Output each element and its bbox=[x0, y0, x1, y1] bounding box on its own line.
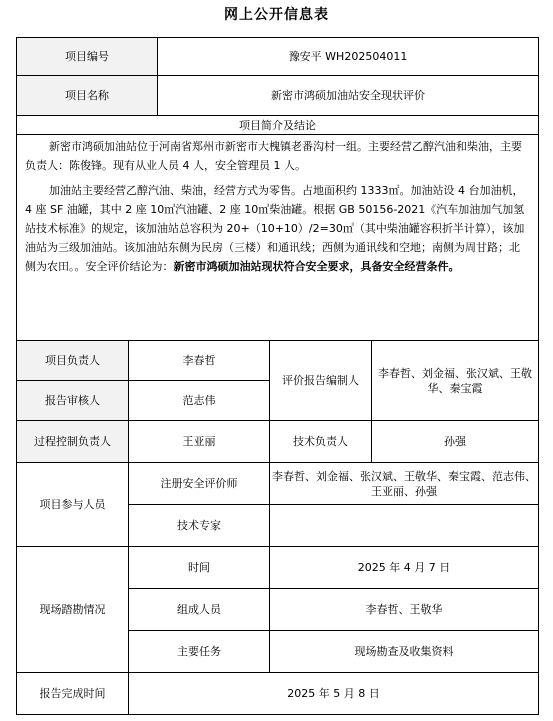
survey-time-label: 时间 bbox=[129, 547, 270, 589]
compiler-value: 李春哲、刘金福、张汉斌、王敬华、秦宝霞 bbox=[372, 341, 539, 421]
row-completion bbox=[17, 673, 539, 715]
evaluator-label: 注册安全评价师 bbox=[129, 463, 270, 505]
row-project-no bbox=[17, 38, 539, 76]
process-value: 王亚丽 bbox=[129, 421, 270, 463]
row-evaluators bbox=[17, 463, 539, 505]
row-summary bbox=[17, 135, 539, 341]
project-name-label: 项目名称 bbox=[17, 76, 158, 116]
expert-names bbox=[270, 505, 539, 547]
page-title: 网上公开信息表 bbox=[224, 7, 329, 23]
evaluator-names: 李春哲、刘金福、张汉斌、王敬华、秦宝霞、范志伟、王亚丽、孙强 bbox=[270, 463, 539, 505]
summary-paragraph-2 bbox=[25, 181, 530, 276]
leader-label: 项目负责人 bbox=[17, 341, 129, 381]
row-leader bbox=[17, 341, 539, 381]
compiler-label: 评价报告编制人 bbox=[270, 341, 372, 421]
survey-task-value: 现场勘查及收集资料 bbox=[270, 631, 539, 673]
summary-text bbox=[17, 135, 539, 341]
summary-paragraph-2-text: 加油站主要经营乙醇汽油、柴油，经营方式为零售。占地面积约 1333㎡。加油站设 4 台加油机，4 座 SF 油罐，其中 2 座 10㎥汽油罐、2 座 10㎥柴油罐。根据 GB 50156-2021《汽车加油加气加氢站技术标准》的规定，该加油站总容积为 20+（10+10）/2=30㎥（其中柴油罐容积折半计算），该加油站为三级加油站。该加油站东侧为民房（三楼）和通讯线；西侧为通讯线和空地；南侧为周甘路；北侧为农田。。安全评价结论为： bbox=[25, 184, 525, 273]
survey-members-label: 组成人员 bbox=[129, 589, 270, 631]
survey-members-value: 李春哲、王敬华 bbox=[270, 589, 539, 631]
leader-value: 李春哲 bbox=[129, 341, 270, 381]
row-project-name bbox=[17, 76, 539, 116]
project-no-value: 豫安平 WH202504011 bbox=[158, 38, 539, 76]
completion-value: 2025 年 5 月 8 日 bbox=[129, 673, 539, 715]
expert-label: 技术专家 bbox=[129, 505, 270, 547]
survey-time-value: 2025 年 4 月 7 日 bbox=[270, 547, 539, 589]
summary-paragraph-1: 新密市鸿硕加油站位于河南省郑州市新密市大槐镇老番沟村一组。主要经营乙醇汽油和柴油，主要负责人：陈俊锋。现有从业人员 4 人，安全管理员 1 人。 bbox=[25, 140, 522, 172]
survey-task-label: 主要任务 bbox=[129, 631, 270, 673]
summary-conclusion: 新密市鸿硕加油站现状符合安全要求，具备安全经营条件。 bbox=[173, 260, 460, 273]
reviewer-value: 范志伟 bbox=[129, 381, 270, 421]
row-survey-time bbox=[17, 547, 539, 589]
row-summary-header bbox=[17, 116, 539, 135]
process-label: 过程控制负责人 bbox=[17, 421, 129, 463]
info-table bbox=[16, 37, 539, 715]
row-process bbox=[17, 421, 539, 463]
tech-label: 技术负责人 bbox=[270, 421, 372, 463]
reviewer-label: 报告审核人 bbox=[17, 381, 129, 421]
completion-label: 报告完成时间 bbox=[17, 673, 129, 715]
project-name-value: 新密市鸿硕加油站安全现状评价 bbox=[158, 76, 539, 116]
survey-label: 现场踏勘情况 bbox=[17, 547, 129, 673]
participants-label: 项目参与人员 bbox=[17, 463, 129, 547]
summary-header: 项目简介及结论 bbox=[17, 116, 539, 135]
tech-value: 孙强 bbox=[372, 421, 539, 463]
project-no-label: 项目编号 bbox=[17, 38, 158, 76]
